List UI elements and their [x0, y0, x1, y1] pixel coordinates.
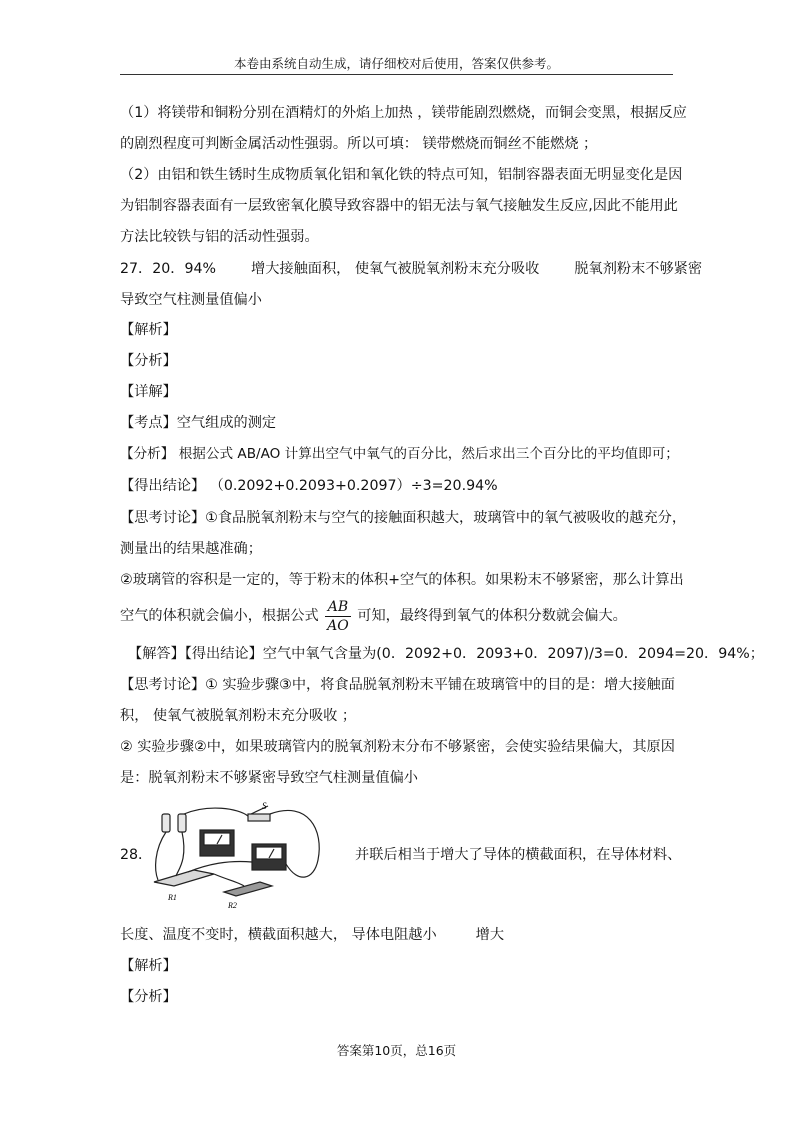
resistor-2-label: R2 — [228, 901, 237, 910]
page-header: 本卷由系统自动生成，请仔细校对后使用，答案仅供参考。 — [233, 56, 559, 71]
formula-line — [120, 596, 627, 636]
section-label: 【解析】 — [120, 322, 177, 338]
answer-blank: 脱氧剂粉末不够紧密 — [574, 261, 703, 277]
text-line: 为铝制容器表面有一层致密氧化膜导致容器中的铝无法与氧气接触发生反应,因此不能用此 — [120, 198, 678, 214]
question-number: 28． — [120, 847, 153, 863]
text-line: （1）将镁带和铜粉分别在酒精灯的外焰上加热 ，镁带能剧烈燃烧，而铜会变黑，根据反应 — [120, 105, 687, 121]
answer-blank: 增大 — [475, 927, 505, 943]
text-line: 测量出的结果越准确； — [120, 541, 262, 557]
text-line: 【考点】空气组成的测定 — [120, 415, 277, 431]
answer-blank: 增大接触面积， 使氧气被脱氧剂粉末充分吸收 — [251, 261, 540, 277]
fraction-numerator: AB — [325, 598, 351, 617]
text-line: 的剧烈程度可判断金属活动性强弱。所以可填： 镁带燃烧而铜丝不能燃烧 ； — [120, 136, 598, 152]
header-rule — [120, 74, 673, 75]
section-label: 【分析】 — [120, 353, 177, 369]
text-line: 【思考讨论】① 实验步骤③中，将食品脱氧剂粉末平铺在玻璃管中的目的是：增大接触面 — [120, 677, 675, 693]
section-label: 【解析】 — [120, 958, 177, 974]
switch-label: S — [262, 801, 267, 811]
text-line: （2）由铝和铁生锈时生成物质氧化铝和氧化铁的特点可知，铝制容器表面无明显变化是因 — [120, 167, 683, 183]
text-line: 是：脱氧剂粉末不够紧密导致空气柱测量值偏小 — [120, 770, 418, 786]
fraction-ab-ao — [325, 598, 351, 635]
text-line: ②玻璃管的容积是一定的，等于粉末的体积+空气的体积。如果粉末不够紧密，那么计算出 — [120, 572, 684, 588]
text-line: 【得出结论】 （0.2092+0.2093+0.2097）÷3=20.94% — [120, 478, 498, 494]
page-footer: 答案第10页，总16页 — [336, 1043, 457, 1058]
text-line: 导致空气柱测量值偏小 — [120, 292, 262, 308]
section-label: 【分析】 — [120, 989, 177, 1005]
resistor-1-label: R1 — [168, 893, 177, 902]
answer-blank: 长度、温度不变时，横截面积越大， 导体电阻越小 — [120, 927, 437, 943]
circuit-diagram — [148, 800, 328, 910]
section-label: 【详解】 — [120, 384, 177, 400]
text-line: 【思考讨论】①食品脱氧剂粉末与空气的接触面积越大，玻璃管中的氧气被吸收的越充分， — [120, 510, 687, 526]
text-line: 【解答】【得出结论】空气中氧气含量为(0．2092+0．2093+0．2097)/3=0．2094=20．94%； — [128, 646, 764, 662]
text-line: 积， 使氧气被脱氧剂粉末充分吸收 ； — [120, 708, 357, 724]
question-28-answer — [120, 925, 504, 945]
text-segment: 可知，最终得到氧气的体积分数就会偏大。 — [357, 608, 627, 624]
question-27-answer — [120, 259, 702, 279]
text-line: 方法比较铁与铝的活动性强弱。 — [120, 229, 319, 245]
text-line: 【分析】 根据公式 AB/AO 计算出空气中氧气的百分比，然后求出三个百分比的平均值即可； — [120, 446, 679, 462]
text-line: ② 实验步骤②中，如果玻璃管内的脱氧剂粉末分布不够紧密，会使实验结果偏大，其原因 — [120, 739, 675, 755]
fraction-denominator: AO — [327, 617, 349, 634]
text-line: 并联后相当于增大了导体的横截面积，在导体材料、 — [355, 847, 682, 863]
question-number: 27．20．94% — [120, 261, 217, 277]
text-segment: 空气的体积就会偏小，根据公式 — [120, 608, 319, 624]
